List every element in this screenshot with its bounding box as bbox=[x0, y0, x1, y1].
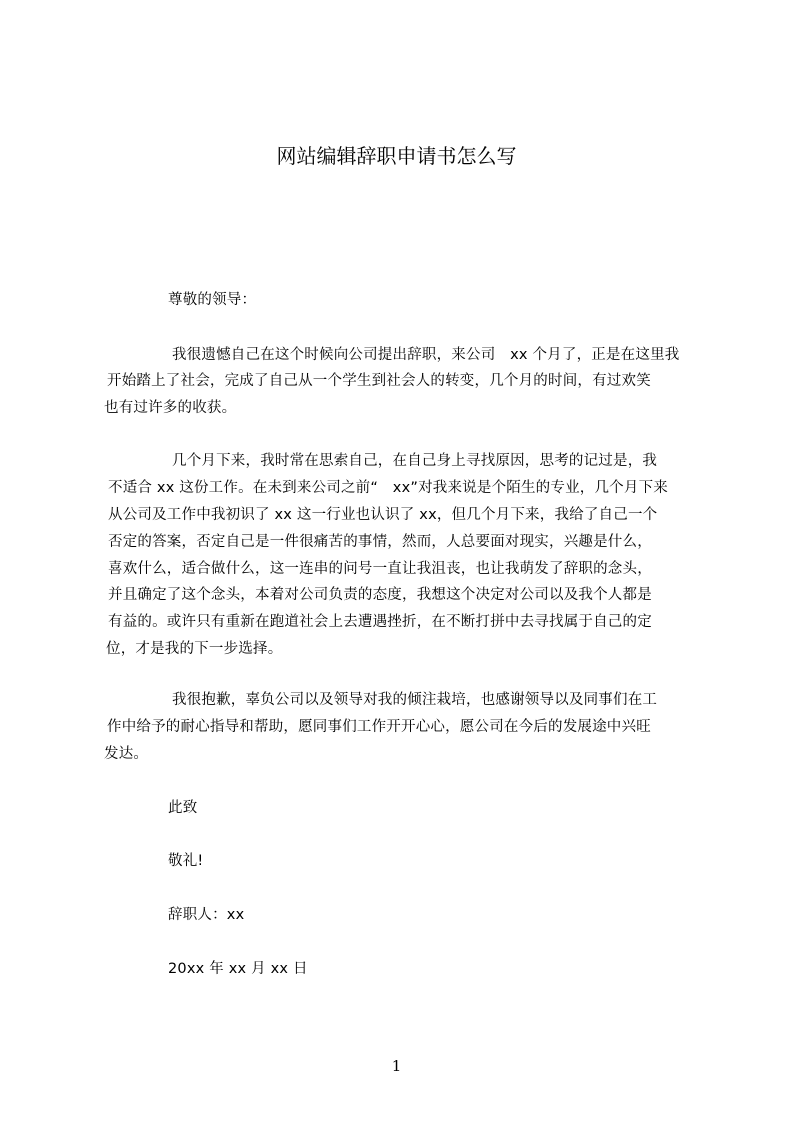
paragraph-3-line-3: 发达。 bbox=[104, 746, 149, 762]
paragraph-3-line-1: 我很抱歉，辜负公司以及领导对我的倾注栽培，也感谢领导以及同事们在工 bbox=[172, 692, 658, 708]
paragraph-2-line-2: 不适合 xx 这份工作。在未到来公司之前“ xx”对我来说是个陌生的专业，几个月下来 bbox=[108, 480, 668, 496]
paragraph-2-line-7: 有益的。或许只有重新在跑道社会上去遭遇挫折，在不断打拼中去寻找属于自己的定 bbox=[108, 614, 652, 630]
paragraph-1-line-1: 我很遗憾自己在这个时候向公司提出辞职，来公司 xx 个月了，正是在这里我 bbox=[172, 347, 680, 363]
page-number: 1 bbox=[391, 1057, 402, 1075]
date-line: 20xx 年 xx 月 xx 日 bbox=[168, 961, 308, 977]
paragraph-1-line-2: 开始踏上了社会，完成了自己从一个学生到社会人的转变，几个月的时间，有过欢笑 bbox=[107, 373, 651, 389]
paragraph-2-line-8: 位，才是我的下一步选择。 bbox=[106, 641, 283, 657]
paragraph-2-line-5: 喜欢什么，适合做什么，这一连串的问号一直让我沮丧，也让我萌发了辞职的念头， bbox=[108, 561, 652, 577]
paragraph-2-line-1: 几个月下来，我时常在思索自己，在自己身上寻找原因，思考的记过是，我 bbox=[172, 453, 658, 469]
paragraph-2-line-4: 否定的答案，否定自己是一件很痛苦的事情，然而，人总要面对现实，兴趣是什么， bbox=[108, 534, 652, 550]
paragraph-3-line-2: 作中给予的耐心指导和帮助，愿同事们工作开开心心，愿公司在今后的发展途中兴旺 bbox=[107, 719, 651, 735]
document-title: 网站编辑辞职申请书怎么写 bbox=[276, 144, 517, 168]
salutation: 尊敬的领导： bbox=[168, 292, 257, 308]
paragraph-2-line-3: 从公司及工作中我初识了 xx 这一行业也认识了 xx，但几个月下来，我给了自己一个 bbox=[108, 507, 658, 523]
paragraph-2-line-6: 并且确定了这个念头，本着对公司负责的态度，我想这个决定对公司以及我个人都是 bbox=[108, 587, 652, 603]
paragraph-1-line-3: 也有过许多的收获。 bbox=[104, 400, 237, 416]
closing-line-2: 敬礼! bbox=[168, 853, 204, 869]
signer-line: 辞职人：xx bbox=[168, 907, 245, 923]
closing-line-1: 此致 bbox=[168, 800, 198, 816]
